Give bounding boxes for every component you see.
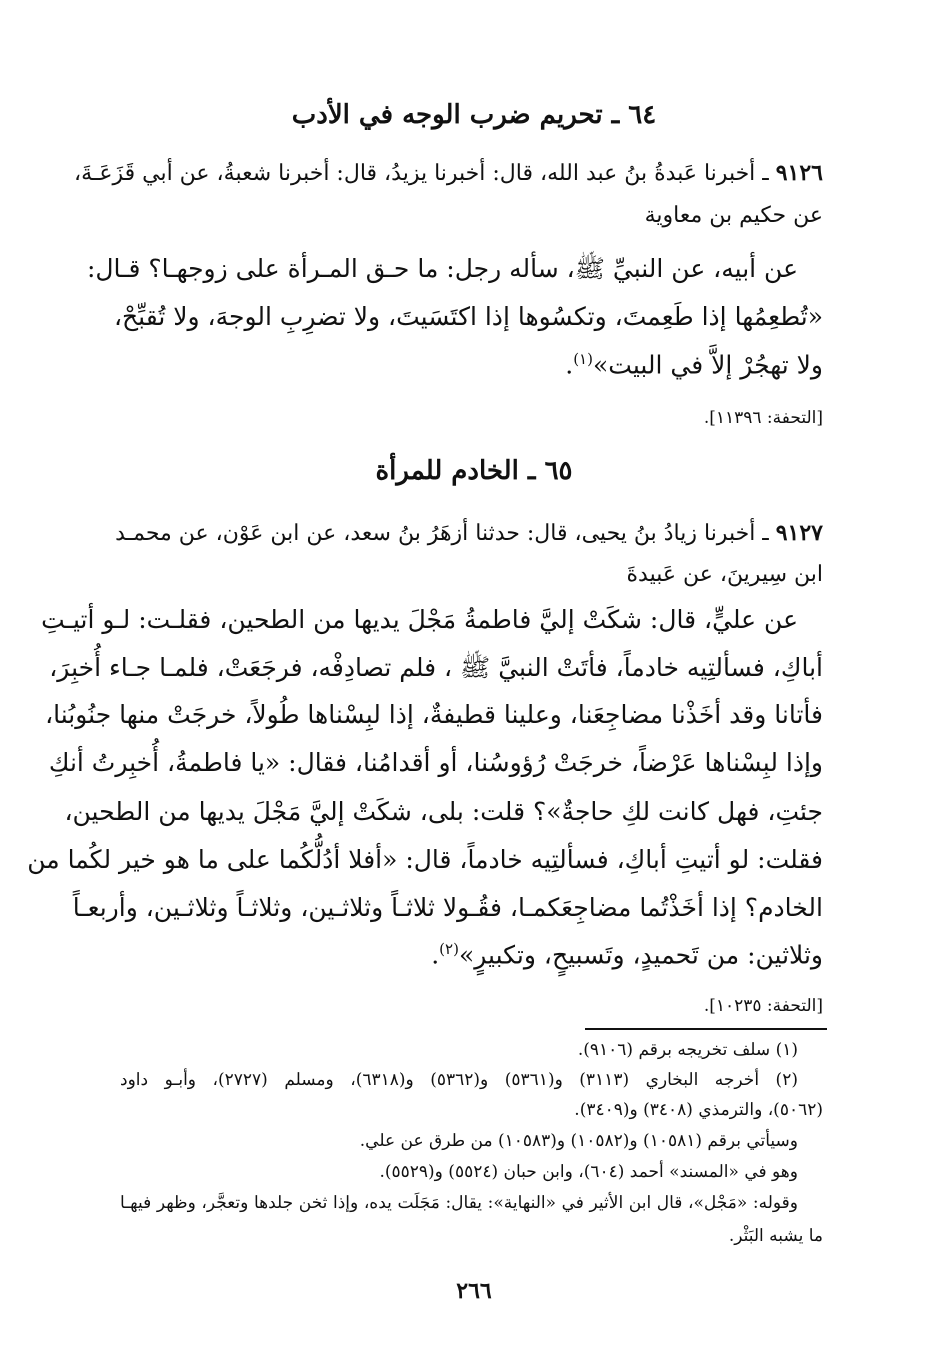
hadith-9127-matn-line: الخادم؟ إذا أخَذْتُما مضاجِعَكمـا، فقُـولا ثلاثـاً وثلاثـين، وثلاثـاً وثلاثـين، وأربعـاً bbox=[72, 893, 823, 922]
hadith-9126-matn-2: «تُطعِمُها إذا طَعِمتَ، وتكسُوها إذا اكتَسَيتَ، ولا تضرِبِ الوجهَ، ولا تُقبِّحْ، bbox=[113, 302, 823, 331]
footnote-2-cont: (٥٠٦٢)، والترمذي (٣٤٠٨) و(٣٤٠٩). bbox=[574, 1100, 823, 1120]
footnote-mark: (١) bbox=[573, 350, 593, 368]
hadith-9127-matn-line: وإذا لبِسْناها عَرْضاً، خرجَتْ رُؤوسُنا، أو أقدامُنا، فقال: «يا فاطمةُ، أُخبِرتُ أنكِ bbox=[48, 748, 823, 777]
tuhfa-reference: [التحفة: ١٠٢٣٥]. bbox=[703, 996, 823, 1016]
hadith-number: ٩١٢٦ bbox=[775, 160, 823, 186]
hadith-9126-matn-1: عن أبيه، عن النبيِّ ﷺ، سأله رجل: ما حـق المـرأة على زوجهـا؟ قـال: bbox=[86, 254, 798, 283]
hadith-9127-isnad-cont: ابن سِيرينَ، عن عَبيدةَ bbox=[626, 562, 823, 587]
hadith-9126-matn-3: ولا تهجُرْ إلاَّ في البيت»$^{(١)}$. bbox=[565, 350, 823, 380]
hadith-9127-matn-line: فقلت: لو أتيتِ أباكِ، فسألتِيه خادماً، قال: «أفلا أدُلُّكُما على ما هو خير لكُما من bbox=[27, 845, 823, 874]
hadith-number: ٩١٢٧ bbox=[775, 520, 823, 546]
footnote-divider bbox=[585, 1028, 827, 1030]
footnote-1: (١) سلف تخريجه برقم (٩١٠٦). bbox=[577, 1040, 798, 1060]
isnad-text: ـ أخبرنا عَبدةُ بنُ عبد الله، قال: أخبرنا يزيدُ، قال: أخبرنا شعبةُ، عن أبي قَزَعَـةَ، bbox=[74, 161, 776, 186]
hadith-9127-matn-line: عن عليٍّ، قال: شكَتْ إليَّ فاطمةُ مَجْلَ يديها من الطحين، فقلـت: لـو أتيـتِ bbox=[41, 605, 798, 634]
tuhfa-reference: [التحفة: ١١٣٩٦]. bbox=[703, 408, 823, 428]
footnote-2-cont: وهو في «المسند» أحمد (٦٠٤)، وابن حبان (٥٥٢٤) و(٥٥٢٩). bbox=[379, 1162, 798, 1182]
hadith-9126-isnad-cont: عن حكيم بن معاوية bbox=[644, 203, 823, 228]
hadith-9126-isnad bbox=[74, 160, 823, 186]
hadith-9127-matn-line: جئتِ، فهل كانت لكِ حاجةٌ»؟ قلت: بلى، شكَتْ إليَّ مَجْلَ يديها من الطحين، bbox=[64, 797, 823, 826]
hadith-9127-matn-line: فأتانا وقد أخَذْنا مضاجِعَنا، وعلينا قطيفةٌ، إذا لبِسْناها طُولاً، خرجَتْ منها جنُوبُنا، bbox=[45, 700, 823, 729]
hadith-9127-matn-line: أباكِ، فسألتِيه خادماً، فأتَتْ النبيَّ ﷺ ، فلم تصادِفْه، فرجَعَتْ، فلمـا جـاء أُخبِرَ، bbox=[49, 653, 823, 682]
matn-text: ولا تهجُرْ إلاَّ في البيت» bbox=[592, 350, 823, 380]
footnote-mark: (٢) bbox=[439, 940, 459, 958]
footnote-2-cont: ما يشبه البَثْر. bbox=[728, 1226, 823, 1246]
footnote-2-cont: وقوله: «مَجْل»، قال ابن الأثير في «النهاية»: يقال: مَجَلَت يده، وإذا ثخن جلدها وتعجَّر، وظهر فيهـا bbox=[120, 1193, 798, 1213]
footnote-2-cont: وسيأتي برقم (١٠٥٨١) و(١٠٥٨٢) و(١٠٥٨٣) من طرق عن علي. bbox=[359, 1131, 798, 1151]
section-heading-64: ٦٤ ـ تحريم ضرب الوجه في الأدب bbox=[291, 100, 657, 130]
hadith-9127-matn-last: وثلاثين: من تَحميدٍ، وتَسبيحٍ، وتكبيرٍ»$^{(٢)}$. bbox=[431, 940, 823, 970]
matn-text: وثلاثين: من تَحميدٍ، وتَسبيحٍ، وتكبيرٍ» bbox=[458, 940, 823, 970]
footnote-2: (٢) أخرجه البخاري (٣١١٣) و(٥٣٦١) و(٥٣٦٢) و(٦٣١٨)، ومسلم (٢٧٢٧)، وأبـو داود bbox=[120, 1070, 798, 1090]
page-number: ٢٦٦ bbox=[456, 1278, 492, 1304]
section-heading-65: ٦٥ ـ الخادم للمرأة bbox=[375, 456, 573, 486]
hadith-9127-isnad bbox=[115, 520, 823, 546]
isnad-text: ـ أخبرنا زيادُ بنُ يحيى، قال: حدثنا أزهَرُ بنُ سعد، عن ابن عَوْن، عن محمـد bbox=[115, 521, 776, 546]
